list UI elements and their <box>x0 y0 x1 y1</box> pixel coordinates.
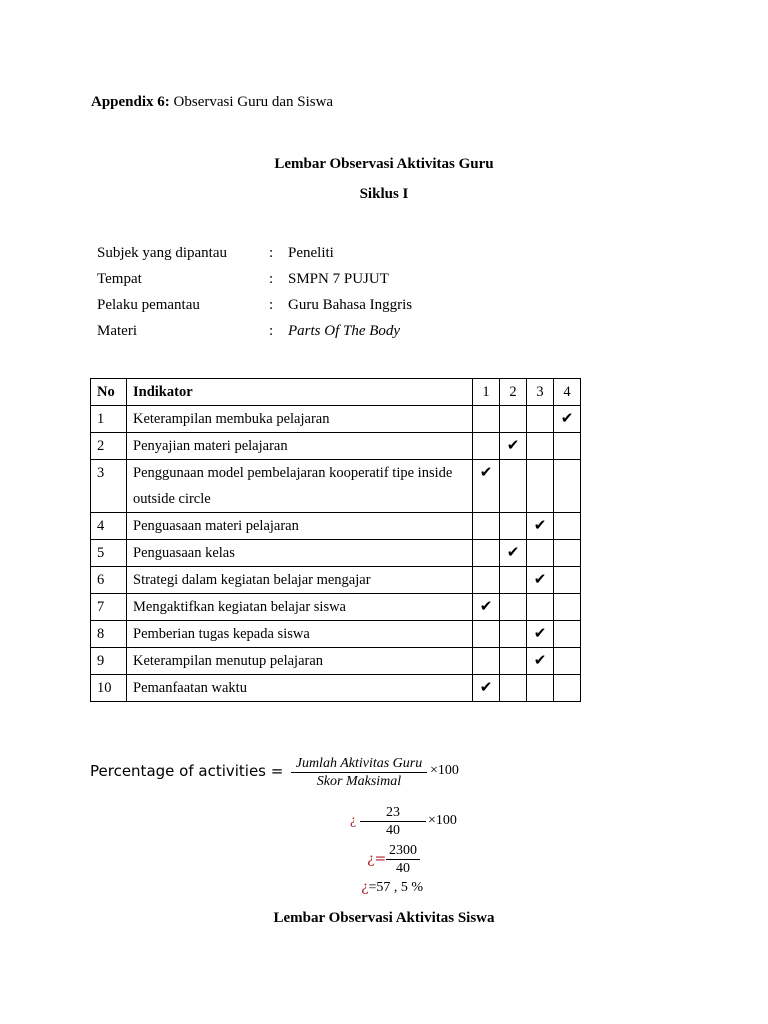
row-number: 3 <box>91 460 127 513</box>
row-indicator: Pemberian tugas kepada siswa <box>127 621 473 648</box>
step2-numerator: 2300 <box>389 843 417 858</box>
info-value: Guru Bahasa Inggris <box>288 297 413 313</box>
formula-fraction <box>291 755 427 790</box>
score-cell-1 <box>473 621 500 648</box>
score-cell-2 <box>500 433 527 460</box>
row-indicator: Penyajian materi pelajaran <box>127 433 473 460</box>
score-cell-4 <box>554 433 581 460</box>
score-cell-1 <box>473 567 500 594</box>
score-cell-2 <box>500 621 527 648</box>
checkmark-icon: ✔ <box>533 624 547 642</box>
step3-result: =57 , 5 % <box>368 880 424 895</box>
score-cell-2 <box>500 513 527 540</box>
score-cell-4 <box>554 460 581 513</box>
header-score-4: 4 <box>554 379 581 406</box>
info-colon: : <box>269 271 274 287</box>
step1-numerator: 23 <box>386 805 400 820</box>
score-cell-1 <box>473 513 500 540</box>
score-cell-3 <box>527 675 554 702</box>
step1-fraction <box>360 804 426 839</box>
row-number: 10 <box>91 675 127 702</box>
score-cell-4 <box>554 675 581 702</box>
score-cell-2 <box>500 406 527 433</box>
sheet-title: Lembar Observasi Aktivitas Guru <box>274 156 494 172</box>
checkmark-icon: ✔ <box>533 651 547 669</box>
score-cell-4 <box>554 513 581 540</box>
row-number: 1 <box>91 406 127 433</box>
score-cell-3 <box>527 540 554 567</box>
table-row <box>91 513 581 540</box>
info-label: Materi <box>97 323 137 339</box>
step3-prefix: ¿ <box>361 879 369 895</box>
table-row <box>91 621 581 648</box>
score-cell-1 <box>473 594 500 621</box>
row-indicator: Strategi dalam kegiatan belajar mengajar <box>127 567 473 594</box>
checkmark-icon: ✔ <box>560 409 574 427</box>
score-cell-3 <box>527 406 554 433</box>
score-cell-4 <box>554 406 581 433</box>
checkmark-icon: ✔ <box>479 597 493 615</box>
score-cell-3 <box>527 648 554 675</box>
score-cell-2 <box>500 540 527 567</box>
score-cell-2 <box>500 460 527 513</box>
table-row <box>91 540 581 567</box>
score-cell-3 <box>527 433 554 460</box>
table-header-row <box>91 379 581 406</box>
formula-label: Percentage of activities = <box>90 762 284 780</box>
step1-times: ×100 <box>428 813 457 828</box>
row-number: 8 <box>91 621 127 648</box>
info-colon: : <box>269 297 274 313</box>
checkmark-icon: ✔ <box>506 543 520 561</box>
table-body <box>91 406 581 702</box>
header-score-1: 1 <box>473 379 500 406</box>
score-cell-1 <box>473 675 500 702</box>
info-value: Peneliti <box>288 245 334 261</box>
info-value: Parts Of The Body <box>288 323 401 339</box>
appendix-heading <box>91 94 333 111</box>
score-cell-2 <box>500 594 527 621</box>
step1-prefix: ¿ <box>350 813 357 828</box>
table-row <box>91 460 581 513</box>
table-row <box>91 675 581 702</box>
step2-denominator: 40 <box>396 861 410 876</box>
appendix-label: Appendix 6: <box>91 94 170 110</box>
score-cell-4 <box>554 594 581 621</box>
checkmark-icon: ✔ <box>533 516 547 534</box>
row-number: 2 <box>91 433 127 460</box>
row-number: 7 <box>91 594 127 621</box>
step2-prefix-wrap <box>367 851 386 868</box>
score-cell-4 <box>554 621 581 648</box>
score-cell-4 <box>554 648 581 675</box>
row-indicator: Penguasaan kelas <box>127 540 473 567</box>
score-cell-1 <box>473 648 500 675</box>
score-cell-3 <box>527 460 554 513</box>
checkmark-icon: ✔ <box>533 570 547 588</box>
table-row <box>91 406 581 433</box>
row-indicator: Penguasaan materi pelajaran <box>127 513 473 540</box>
score-cell-3 <box>527 621 554 648</box>
score-cell-1 <box>473 406 500 433</box>
formula-times: ×100 <box>430 763 459 778</box>
score-cell-1 <box>473 540 500 567</box>
step3-line <box>361 879 423 896</box>
info-colon: : <box>269 245 274 261</box>
info-label: Tempat <box>97 271 142 287</box>
info-colon: : <box>269 323 274 339</box>
formula-numerator: Jumlah Aktivitas Guru <box>295 756 423 771</box>
checkmark-icon: ✔ <box>479 678 493 696</box>
next-sheet-title: Lembar Observasi Aktivitas Siswa <box>273 910 495 926</box>
row-number: 6 <box>91 567 127 594</box>
checkmark-icon: ✔ <box>506 436 520 454</box>
formula-denominator: Skor Maksimal <box>316 774 402 789</box>
step2-prefix: ¿= <box>367 851 387 867</box>
header-score-3: 3 <box>527 379 554 406</box>
score-cell-1 <box>473 433 500 460</box>
row-number: 9 <box>91 648 127 675</box>
table-row <box>91 648 581 675</box>
table-row <box>91 433 581 460</box>
info-value: SMPN 7 PUJUT <box>288 271 389 287</box>
row-indicator: Keterampilan membuka pelajaran <box>127 406 473 433</box>
step2-fraction <box>386 842 420 877</box>
score-cell-4 <box>554 540 581 567</box>
cycle-title: Siklus I <box>359 186 409 202</box>
score-cell-1 <box>473 460 500 513</box>
info-label: Pelaku pemantau <box>97 297 200 313</box>
table-row <box>91 567 581 594</box>
appendix-title: Observasi Guru dan Siswa <box>173 94 334 110</box>
table-row <box>91 594 581 621</box>
row-indicator: Mengaktifkan kegiatan belajar siswa <box>127 594 473 621</box>
header-score-2: 2 <box>500 379 527 406</box>
row-number: 4 <box>91 513 127 540</box>
score-cell-2 <box>500 648 527 675</box>
row-indicator: Keterampilan menutup pelajaran <box>127 648 473 675</box>
score-cell-3 <box>527 513 554 540</box>
checkmark-icon: ✔ <box>479 463 493 481</box>
header-no: No <box>91 379 127 406</box>
score-cell-2 <box>500 675 527 702</box>
score-cell-3 <box>527 594 554 621</box>
score-cell-2 <box>500 567 527 594</box>
observation-table <box>90 378 581 702</box>
row-indicator: Pemanfaatan waktu <box>127 675 473 702</box>
score-cell-4 <box>554 567 581 594</box>
row-number: 5 <box>91 540 127 567</box>
info-label: Subjek yang dipantau <box>97 245 227 261</box>
score-cell-3 <box>527 567 554 594</box>
step1-denominator: 40 <box>386 823 400 838</box>
row-indicator: Penggunaan model pembelajaran kooperatif tipe inside outside circle <box>127 460 473 513</box>
header-indicator: Indikator <box>127 379 473 406</box>
